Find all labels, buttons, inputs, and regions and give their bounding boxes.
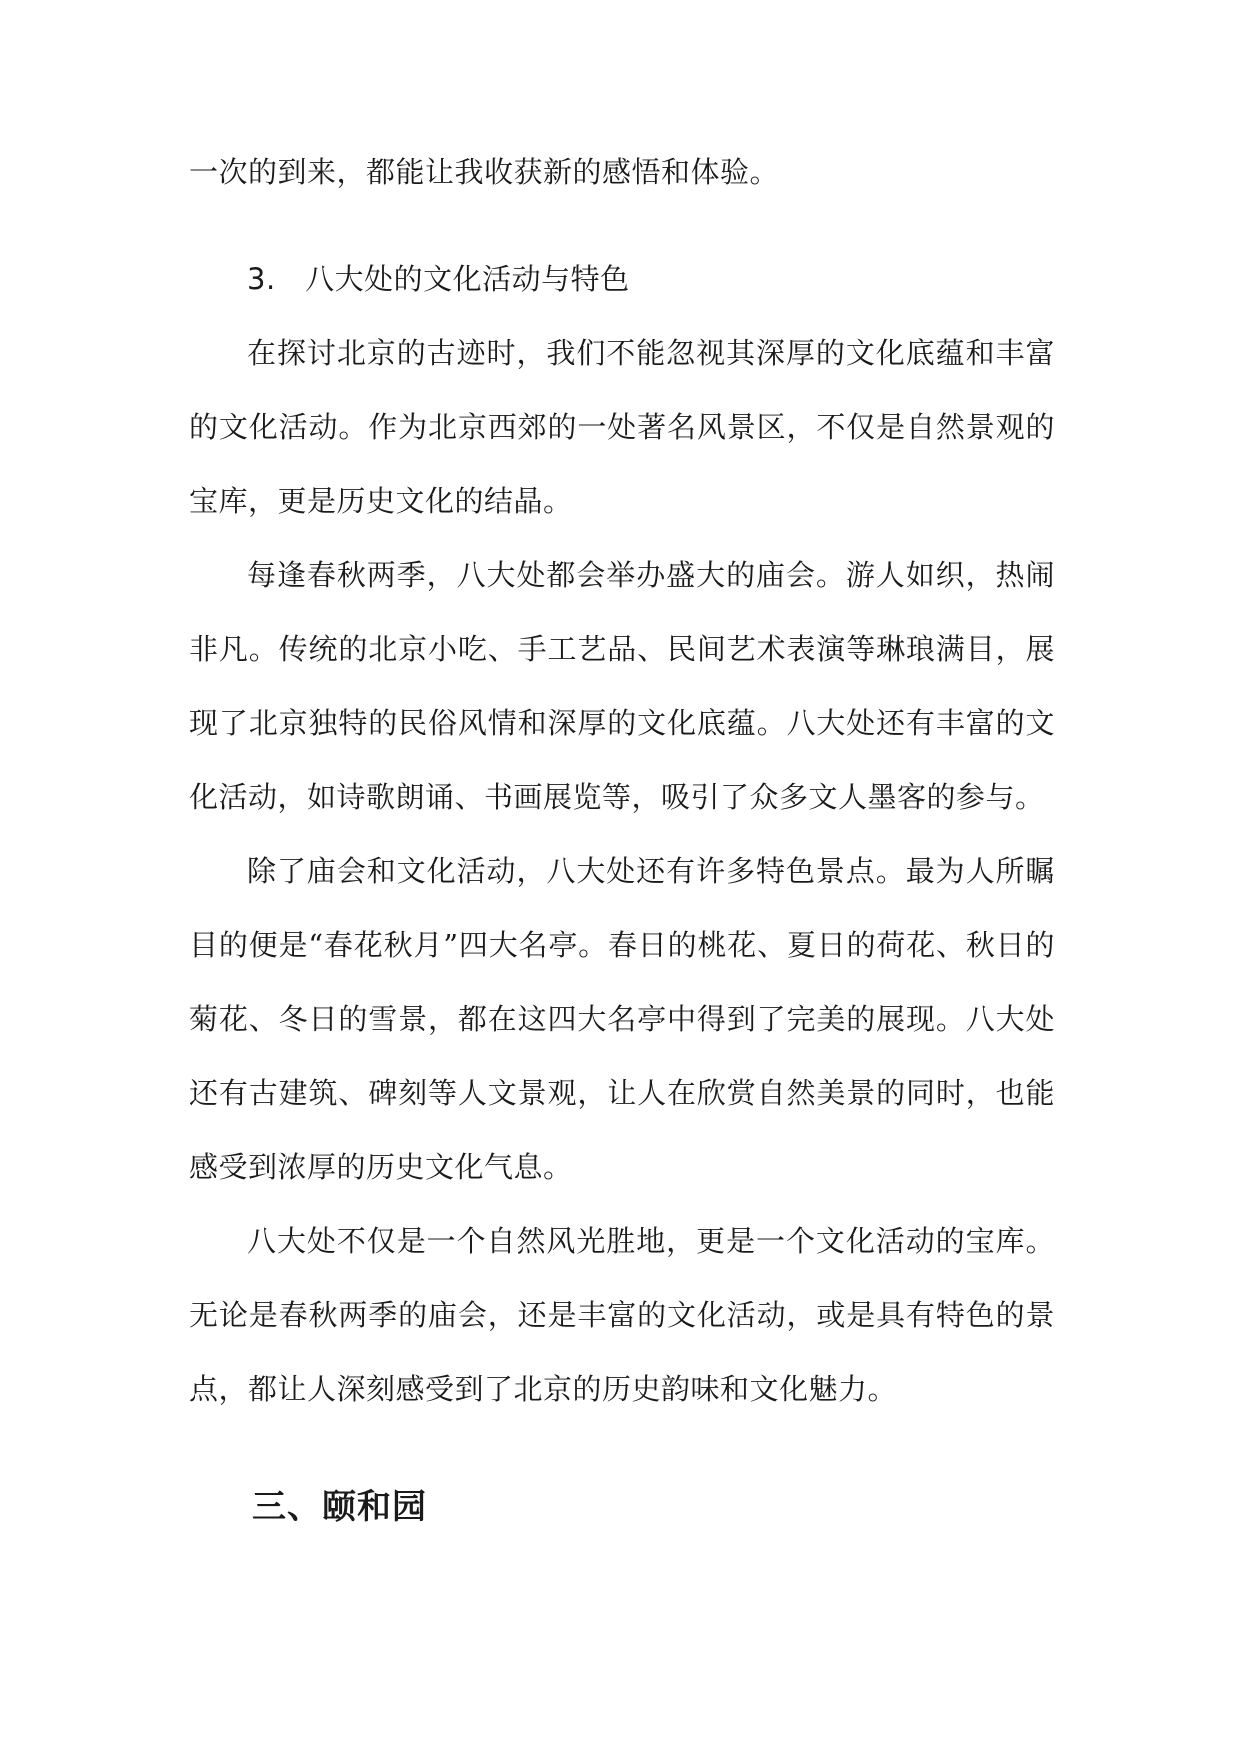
body-paragraph-1: 在探讨北京的古迹时，我们不能忽视其深厚的文化底蕴和丰富的文化活动。作为北京西郊的一处著名风景区，不仅是自然景观的宝库，更是历史文化的结晶。	[189, 336, 1055, 518]
body-text	[189, 316, 1055, 1426]
body-paragraph-4: 八大处不仅是一个自然风光胜地，更是一个文化活动的宝库。无论是春秋两季的庙会，还是丰富的文化活动，或是具有特色的景点，都让人深刻感受到了北京的历史韵味和文化魅力。	[189, 1224, 1055, 1406]
section-heading: 三、颐和园	[252, 1487, 427, 1527]
body-paragraph-2: 每逢春秋两季，八大处都会举办盛大的庙会。游人如织，热闹非凡。传统的北京小吃、手工艺品、民间艺术表演等琳琅满目，展现了北京独特的民俗风情和深厚的文化底蕴。八大处还有丰富的文化活动，如诗歌朗诵、书画展览等，吸引了众多文人墨客的参与。	[189, 558, 1055, 814]
continuation-paragraph: 一次的到来，都能让我收获新的感悟和体验。	[189, 155, 780, 189]
subsection-number: 3.	[247, 262, 276, 296]
body-paragraph-3: 除了庙会和文化活动，八大处还有许多特色景点。最为人所瞩目的便是“春花秋月”四大名亭。春日的桃花、夏日的荷花、秋日的菊花、冬日的雪景，都在这四大名亭中得到了完美的展现。八大处还有古建筑、碑刻等人文景观，让人在欣赏自然美景的同时，也能感受到浓厚的历史文化气息。	[189, 854, 1055, 1184]
continuation-block	[189, 135, 1055, 209]
subsection-heading-block	[189, 242, 1055, 316]
subsection-heading	[189, 242, 1055, 316]
subsection-title: 八大处的文化活动与特色	[305, 262, 630, 296]
